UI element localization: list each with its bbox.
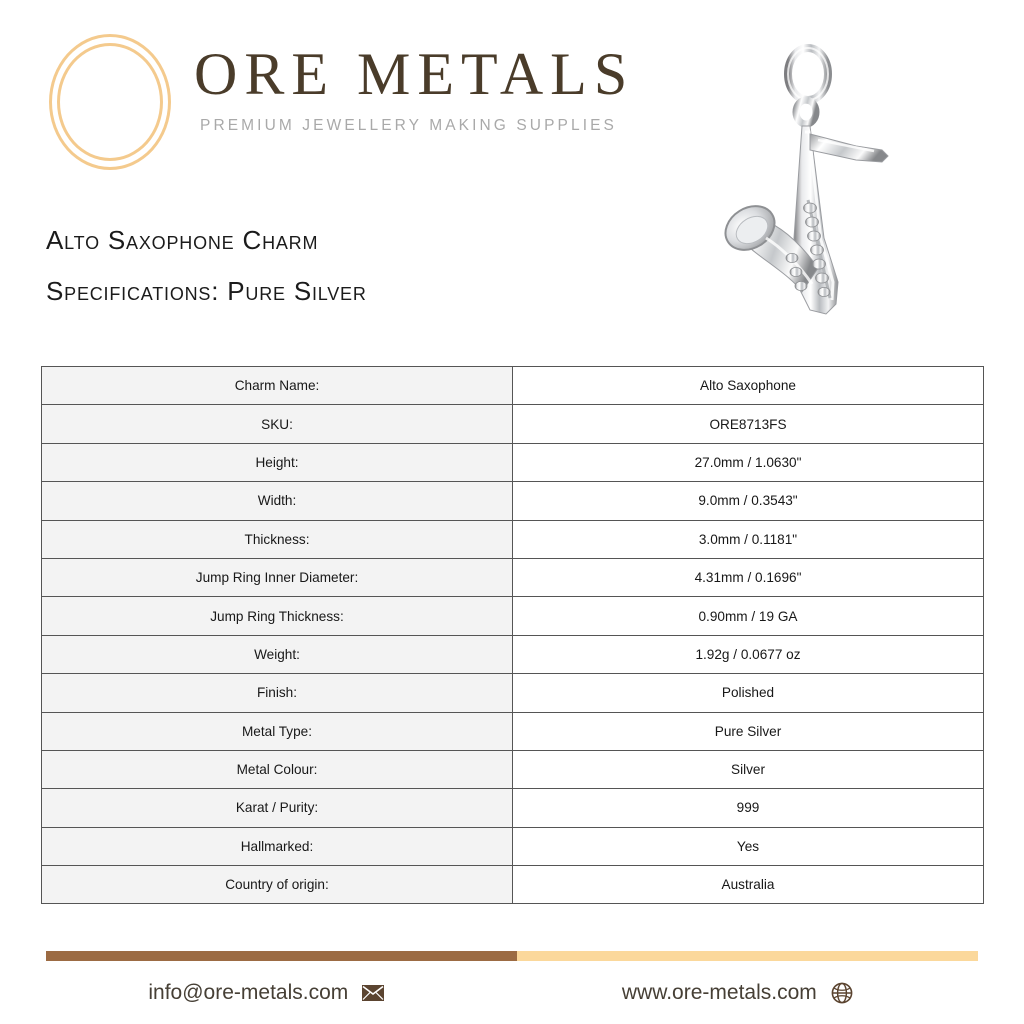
spec-label-cell: Charm Name:	[42, 367, 513, 405]
spec-value-cell: 27.0mm / 1.0630"	[513, 443, 984, 481]
alto-saxophone-charm-image	[706, 42, 906, 332]
table-row	[42, 635, 984, 673]
spec-label-cell: SKU:	[42, 405, 513, 443]
table-row	[42, 674, 984, 712]
spec-label-cell: Country of origin:	[42, 866, 513, 904]
table-row	[42, 597, 984, 635]
spec-value-cell: Polished	[513, 674, 984, 712]
spec-value-cell: Pure Silver	[513, 712, 984, 750]
header	[0, 0, 1024, 200]
ring-inner	[57, 43, 163, 161]
spec-label-cell: Jump Ring Thickness:	[42, 597, 513, 635]
spec-value-cell: 9.0mm / 0.3543"	[513, 482, 984, 520]
table-row	[42, 827, 984, 865]
brand-tagline: PREMIUM JEWELLERY MAKING SUPPLIES	[200, 117, 617, 134]
brand-name: ORE METALS	[194, 41, 635, 107]
table-row	[42, 750, 984, 788]
spec-value-cell: Alto Saxophone	[513, 367, 984, 405]
page-subtitle: Specifications: Pure Silver	[46, 276, 367, 306]
footer-divider-bar	[46, 951, 978, 961]
spec-value-cell: Yes	[513, 827, 984, 865]
table-row	[42, 866, 984, 904]
spec-label-cell: Metal Type:	[42, 712, 513, 750]
footer	[0, 944, 1024, 1024]
footer-website-text: www.ore-metals.com	[621, 981, 817, 1004]
specifications-table	[41, 366, 984, 904]
brand-wordmark	[194, 32, 634, 135]
spec-value-cell: 0.90mm / 19 GA	[513, 597, 984, 635]
footer-email-link[interactable]	[46, 981, 517, 1005]
spec-value-cell: 3.0mm / 0.1181"	[513, 520, 984, 558]
table-row	[42, 482, 984, 520]
table-row	[42, 367, 984, 405]
spec-value-cell: 4.31mm / 0.1696"	[513, 558, 984, 596]
page-title-group	[46, 225, 367, 307]
footer-bar-dark-segment	[46, 951, 517, 961]
spec-label-cell: Thickness:	[42, 520, 513, 558]
spec-label-cell: Hallmarked:	[42, 827, 513, 865]
globe-icon	[831, 982, 853, 1004]
spec-value-cell: 999	[513, 789, 984, 827]
spec-label-cell: Karat / Purity:	[42, 789, 513, 827]
spec-value-cell: Silver	[513, 750, 984, 788]
spec-value-cell: ORE8713FS	[513, 405, 984, 443]
spec-label-cell: Height:	[42, 443, 513, 481]
specifications-table-body	[42, 367, 984, 904]
spec-label-cell: Metal Colour:	[42, 750, 513, 788]
page-title: Alto Saxophone Charm	[46, 225, 319, 255]
spec-value-cell: 1.92g / 0.0677 oz	[513, 635, 984, 673]
footer-website-link[interactable]	[517, 981, 978, 1005]
table-row	[42, 520, 984, 558]
envelope-icon	[362, 985, 384, 1001]
brand-logo[interactable]	[48, 32, 634, 172]
spec-value-cell: Australia	[513, 866, 984, 904]
spec-label-cell: Width:	[42, 482, 513, 520]
table-row	[42, 405, 984, 443]
table-row	[42, 558, 984, 596]
double-ring-circle-icon	[48, 32, 174, 172]
table-row	[42, 712, 984, 750]
spec-label-cell: Weight:	[42, 635, 513, 673]
table-row	[42, 789, 984, 827]
table-row	[42, 443, 984, 481]
spec-label-cell: Jump Ring Inner Diameter:	[42, 558, 513, 596]
footer-bar-light-segment	[517, 951, 978, 961]
footer-email-text: info@ore-metals.com	[148, 981, 349, 1004]
spec-label-cell: Finish:	[42, 674, 513, 712]
footer-contact-row	[46, 972, 978, 1014]
